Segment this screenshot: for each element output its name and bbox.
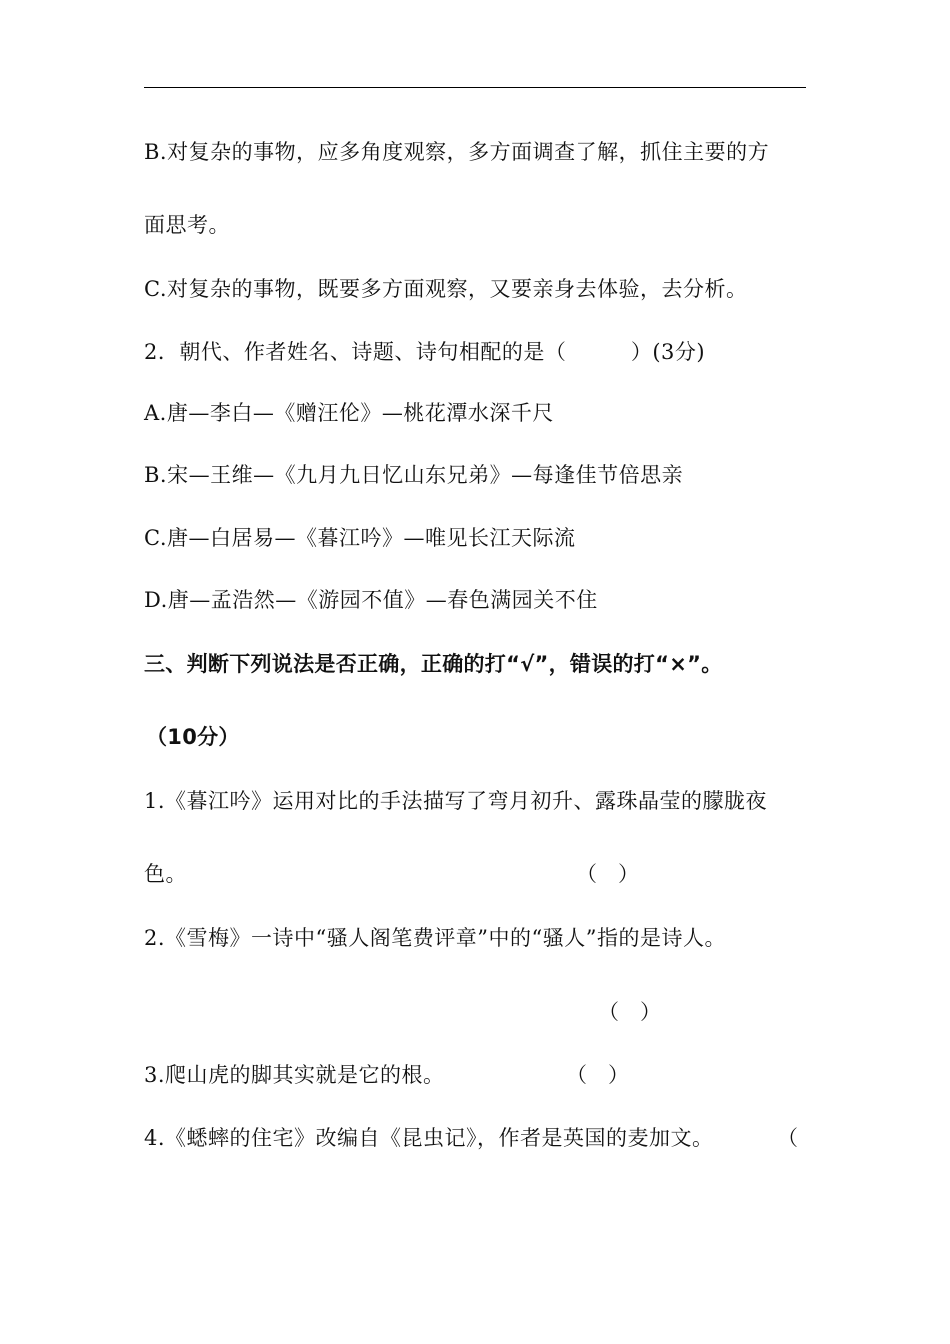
q2-option-c: C.唐—白居易—《暮江吟》—唯见长江天际流: [144, 526, 576, 550]
part3-score: （10分）: [146, 725, 240, 749]
q2-option-d: D.唐—孟浩然—《游园不值》—春色满园关不住: [144, 588, 598, 612]
judge-item-4-answer-blank[interactable]: （: [777, 1126, 798, 1150]
q1-option-b-line1: B.对复杂的事物，应多角度观察，多方面调查了解，抓住主要的方: [144, 140, 770, 164]
header-rule: [144, 87, 806, 88]
q2-option-a: A.唐—李白—《赠汪伦》—桃花潭水深千尺: [144, 401, 554, 425]
judge-item-3-line1: 3.爬山虎的脚其实就是它的根。: [144, 1063, 445, 1087]
judge-item-3-answer-blank[interactable]: （ ）: [566, 1063, 629, 1087]
q1-option-b-line2: 面思考。: [144, 213, 230, 237]
judge-item-1-answer-blank[interactable]: （ ）: [576, 862, 639, 886]
judge-item-2-answer-blank[interactable]: （ ）: [598, 1000, 661, 1024]
q1-option-c: C.对复杂的事物，既要多方面观察，又要亲身去体验，去分析。: [144, 277, 748, 301]
judge-item-4-line1: 4.《蟋蟀的住宅》改编自《昆虫记》，作者是英国的麦加文。: [144, 1126, 714, 1150]
q2-stem: 2．朝代、作者姓名、诗题、诗句相配的是（ ）(3分): [144, 340, 706, 364]
judge-item-1-line1: 1.《暮江吟》运用对比的手法描写了弯月初升、露珠晶莹的朦胧夜: [144, 789, 768, 813]
part3-heading: 三、判断下列说法是否正确，正确的打“√”，错误的打“×”。: [144, 652, 723, 676]
q2-option-b: B.宋—王维—《九月九日忆山东兄弟》—每逢佳节倍思亲: [144, 463, 684, 487]
judge-item-1-line2: 色。: [144, 862, 187, 886]
judge-item-2-line1: 2.《雪梅》一诗中“骚人阁笔费评章”中的“骚人”指的是诗人。: [144, 926, 726, 950]
